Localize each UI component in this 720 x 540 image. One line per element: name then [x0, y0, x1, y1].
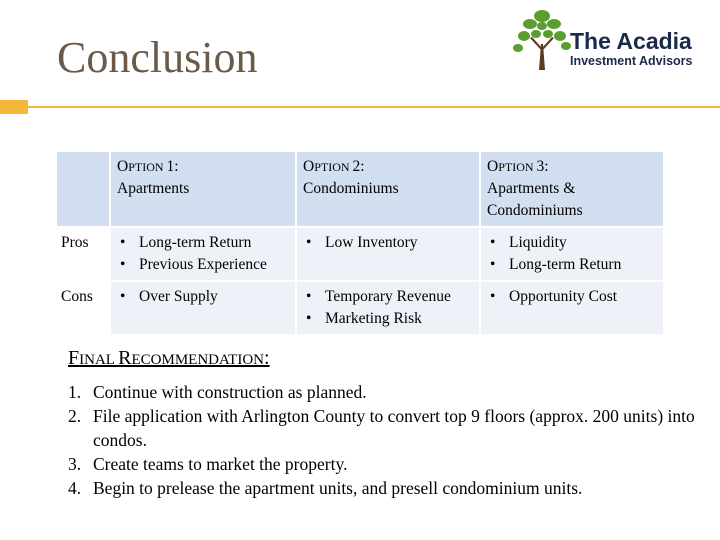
cons-option-2 [297, 282, 479, 334]
list-item: 3. Create teams to market the property. [68, 454, 348, 474]
list-item: • Previous Experience [117, 254, 289, 276]
pros-option-1 [111, 228, 295, 280]
list-item: • Opportunity Cost [487, 286, 657, 308]
list-item: • Over Supply [117, 286, 289, 308]
option-3-header: OPTION 3: Apartments & Condominiums [481, 152, 663, 226]
list-item: • Temporary Revenue [303, 286, 473, 308]
row-label-cons: Cons [57, 282, 109, 334]
accent-line [28, 106, 720, 108]
cons-option-1 [111, 282, 295, 334]
cons-option-3 [481, 282, 663, 334]
option-2-header: OPTION 2: Condominiums [297, 152, 479, 226]
row-label-pros: Pros [57, 228, 109, 280]
accent-bar [0, 100, 28, 114]
list-item: 2. File application with Arlington County to convert top 9 floors (approx. 200 units) into condos. [68, 406, 695, 450]
logo-name: The Acadia [570, 28, 692, 54]
pros-option-3 [481, 228, 663, 280]
list-item: • Marketing Risk [303, 308, 473, 330]
recommendation-list [68, 380, 708, 500]
list-item: • Long-term Return [117, 232, 289, 254]
list-item: • Low Inventory [303, 232, 473, 254]
logo-subtitle: Investment Advisors [570, 54, 693, 68]
table-row-pros [57, 228, 663, 280]
list-item: • Long-term Return [487, 254, 657, 276]
list-item: 4. Begin to prelease the apartment units, and presell condominium units. [68, 478, 583, 498]
options-table [55, 150, 665, 336]
table-header-row [57, 152, 663, 226]
slide-title: Conclusion [57, 33, 258, 82]
table-corner-cell [57, 152, 109, 226]
pros-option-2 [297, 228, 479, 280]
recommendation-title: FINAL RECOMMENDATION: [68, 347, 270, 369]
option-1-header: OPTION 1: Apartments [111, 152, 295, 226]
list-item: 1. Continue with construction as planned. [68, 382, 367, 402]
table-row-cons [57, 282, 663, 334]
list-item: • Liquidity [487, 232, 657, 254]
